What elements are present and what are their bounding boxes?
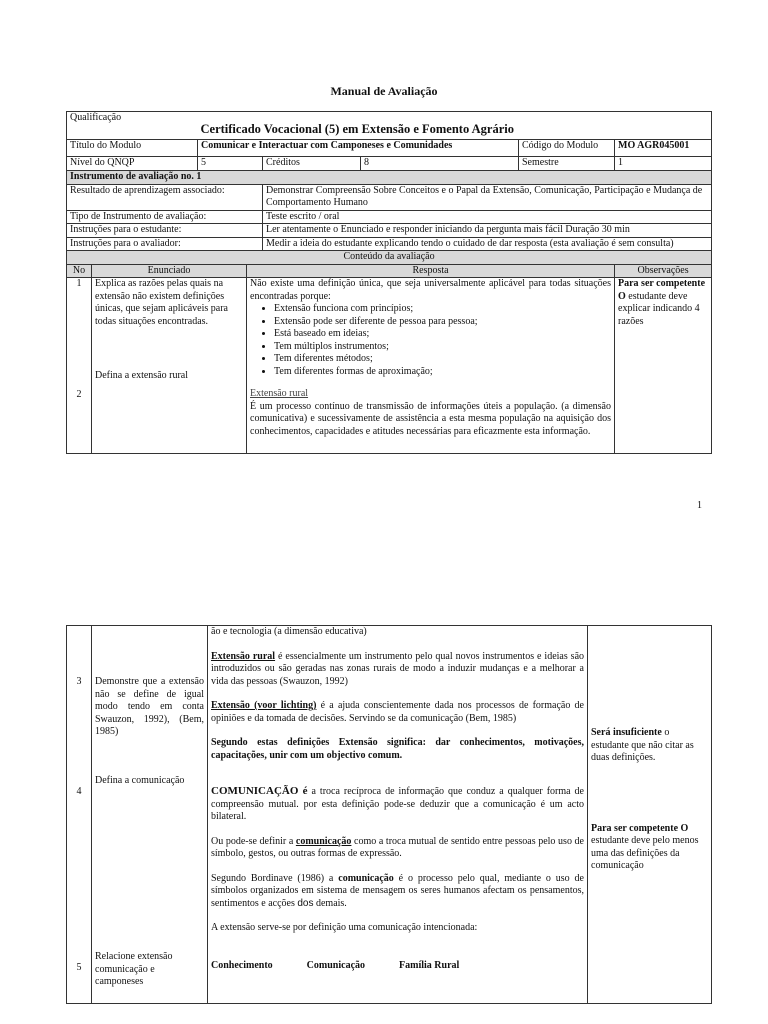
semestre-label: Semestre: [519, 157, 615, 171]
semestre-value: 1: [615, 157, 712, 171]
page-number: 1: [697, 500, 702, 511]
creditos-value: 8: [361, 157, 519, 171]
titulo-label: Título do Modulo: [67, 140, 198, 157]
question-number: 1 2: [67, 278, 92, 454]
question-enunciado: Demonstre que a extensão não se define de igual modo tendo em conta Swauzon, 1992), (Bem, 1985) Defina a comunicação Relacione extensão comunicação e camponeses: [92, 626, 208, 1004]
question-enunciado: Explica as razões pelas quais na extensão não existem definições únicas, que sejam aplicáveis para todas situações encontradas. Defina a extensão rural: [92, 278, 247, 454]
question-observacoes: Será insuficiente o estudante que não citar as duas definições. Para ser competente O estudante deve pelo menos uma das definições da comunicação: [588, 626, 712, 1004]
list-item: • Tem diferentes formas de aproximação;: [274, 366, 611, 379]
assessment-table: [66, 111, 712, 454]
instr-estudante-label: Instruções para o estudante:: [67, 224, 263, 238]
document-title: Manual de Avaliação: [330, 84, 438, 98]
creditos-label: Créditos: [263, 157, 361, 171]
list-item: • Tem diferentes métodos;: [274, 353, 611, 366]
instrumento-heading: Instrumento de avaliação no. 1: [67, 171, 712, 185]
question-number: 3 4 5: [67, 626, 92, 1004]
titulo-value: Comunicar e Interactuar com Camponeses e Comunidades: [198, 140, 519, 157]
qualificacao-value: Certificado Vocacional (5) em Extensão e Fomento Agrário: [198, 112, 712, 140]
resultado-label: Resultado de aprendizagem associado:: [67, 184, 263, 210]
tipo-value: Teste escrito / oral: [263, 210, 712, 224]
reasons-list: [250, 303, 611, 378]
list-item: • Extensão pode ser diferente de pessoa para pessoa;: [274, 316, 611, 329]
resultado-value: Demonstrar Compreensão Sobre Conceitos e o Papal da Extensão, Comunicação, Participação e Mudança de Comportamento Humano: [263, 184, 712, 210]
instr-avaliador-value: Medir a ideia do estudante explicando tendo o cuidado de dar resposta (esta avaliação é sem consulta): [263, 237, 712, 251]
col-resposta-header: Resposta: [247, 264, 615, 278]
col-no-header: No: [67, 264, 92, 278]
question-resposta: ão e tecnologia (a dimensão educativa) Extensão rural é essencialmente um instrumento pelo qual novos instrumentos e ideias são introduzidos ou são geradas nas zonas rurais de modo a induzir mudanças e a melhorar a vida das pessoas (Swauzon, 1992) Extensão (voor lichting) é a ajuda conscientemente dada nos processos de formação de opiniões e da tomada de decisões. Servindo se da comunicação (Bem, 1985) Segundo estas definições Extensão significa: dar conhecimentos, motivações, capacitações, unir com um objectivo comum. COMUNICAÇÃO é a troca recíproca de informação que conduz a qualquer forma de compreensão mutual. por esta definição pode-se deduzir que a comunicação é um acto bilateral. Ou pode-se definir a comunicação como a troca mutual de sentido entre pessoas pelo uso de símbolo, gestos, ou outras formas de expressão. Segundo Bordinave (1986) a comunicação é o processo pelo qual, mediante o uso de símbolos organizados em sistema de mensagem os seres humanos afectam os pensamentos, sentimentos e acções dos demais. A extensão serve-se por definição uma comunicação intencionada: Conhecimento Comunicação Família Rural: [208, 626, 588, 1004]
list-item: • Está baseado em ideias;: [274, 328, 611, 341]
list-item: • Tem múltiplos instrumentos;: [274, 341, 611, 354]
conteudo-heading: Conteúdo da avaliação: [67, 251, 712, 265]
col-enunciado-header: Enunciado: [92, 264, 247, 278]
list-item: • Extensão funciona com princípios;: [274, 303, 611, 316]
qualificacao-label: Qualificação: [67, 112, 198, 140]
question-resposta: Não existe uma definição única, que seja universalmente aplicável para todas situações encontradas porque: • Extensão funciona com princípios; • Extensão pode ser diferente de pessoa para pessoa; • Está baseado em ideias; • Tem múltiplos instrumentos; • Tem diferentes métodos; • Tem diferentes formas de aproximação; Extensão rural É um processo contínuo de transmissão de informações úteis a população. (a dimensão comunicativa) e sucessivamente de assistência a esta mesma população na aquisição dos conhecimentos, capacidades e atitudes necessárias para eficazmente esta informação.: [247, 278, 615, 454]
tipo-label: Tipo de Instrumento de avaliação:: [67, 210, 263, 224]
extensao-rural-title: Extensão rural: [250, 388, 309, 399]
codigo-label: Código do Modulo: [519, 140, 615, 157]
instr-estudante-value: Ler atentamente o Enunciado e responder iniciando da pergunta mais fácil Duração 30 min: [263, 224, 712, 238]
codigo-value: MO AGR045001: [615, 140, 712, 157]
col-observacoes-header: Observações: [615, 264, 712, 278]
nivel-label: Nível do QNQP: [67, 157, 198, 171]
instr-avaliador-label: Instruções para o avaliador:: [67, 237, 263, 251]
assessment-table-continued: [66, 625, 712, 1004]
question-observacoes: Para ser competente O estudante deve explicar indicando 4 razões: [615, 278, 712, 454]
nivel-value: 5: [198, 157, 263, 171]
